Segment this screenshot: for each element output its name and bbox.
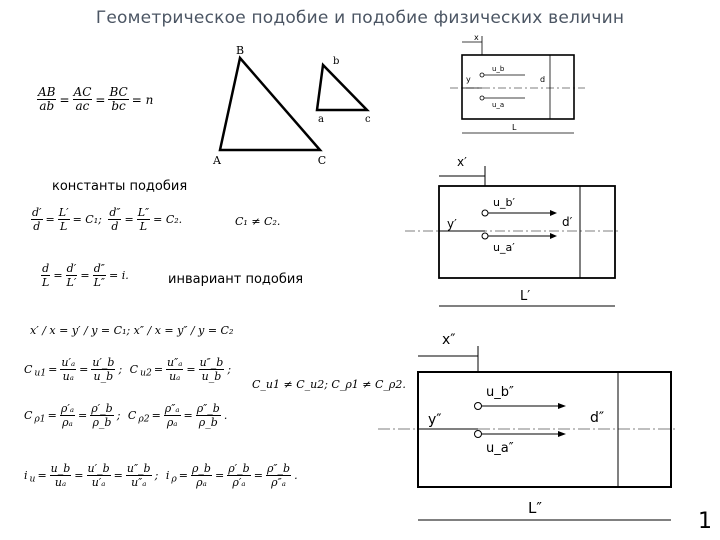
large-x-label: x″	[442, 332, 456, 348]
large-y-label: y″	[428, 412, 442, 428]
small-ub-label: u_b	[492, 65, 505, 73]
medium-ua-label: u_a′	[493, 241, 515, 254]
channel-diagram-medium	[405, 148, 620, 320]
c1-c2-formula: $\frac{d'}{d}$ = $\frac{L'}{L}$ = C₁; $\frac{d''}{d}$ = $\frac{L''}{L}$ = C₂.	[32, 206, 183, 233]
medium-x-label: x′	[457, 155, 467, 169]
small-y-label: y	[466, 75, 471, 84]
medium-L-label: L′	[520, 289, 531, 304]
cu-formula: C $_{u1}$ = $\frac{\text{u′ₐ}}{\text{uₐ}}$ = $\frac{u'\_b}{u\_b}$ ; C $_{u2}$ = $\frac{\text{u″ₐ}}{\text{uₐ}}$ = $\frac{u''\_b}{u\_b}$ ;	[24, 356, 232, 383]
big-triangle	[220, 58, 320, 150]
large-d-label: d″	[590, 410, 605, 426]
page-number: 1	[698, 509, 712, 534]
xy-ratio-formula: x′ / x = y′ / y = C₁; x″ / x = y″ / y = C₂	[30, 324, 234, 337]
channel-diagram-small	[450, 30, 585, 140]
ratio-formula: $\frac{AB}{ab}$ = $\frac{AC}{ac}$ = $\frac{BC}{bc}$ = n	[38, 85, 154, 113]
vertex-b: b	[333, 56, 340, 67]
vertex-C: C	[317, 154, 327, 167]
vertex-a: a	[318, 114, 324, 125]
invariant-formula: $\frac{d}{L}$ = $\frac{d'}{L'}$ = $\frac{d''}{L''}$ = i.	[42, 262, 129, 289]
c-neq-formula: C₁ ≠ C₂.	[235, 215, 281, 228]
large-ua-label: u_a″	[486, 441, 514, 456]
small-d-label: d	[540, 75, 546, 84]
medium-y-label: y′	[447, 217, 457, 231]
small-ua-label: u_a	[492, 101, 505, 109]
vertex-A: A	[213, 154, 221, 167]
medium-ub-label: u_b′	[493, 196, 515, 209]
slide-title: Геометрическое подобие и подобие физических величин	[95, 8, 625, 28]
medium-d-label: d′	[562, 215, 573, 229]
large-L-label: L″	[528, 499, 542, 517]
small-triangle	[317, 65, 367, 110]
similar-triangles-figure	[205, 40, 385, 175]
cu-neq-formula: C_u1 ≠ C_u2; C_ρ1 ≠ C_ρ2.	[252, 378, 406, 391]
small-x-label: x	[474, 33, 479, 42]
constants-label: константы подобия	[52, 179, 188, 194]
vertex-c: c	[365, 114, 371, 125]
invariant-label: инвариант подобия	[168, 272, 304, 287]
large-ub-label: u_b″	[486, 385, 514, 400]
crho-formula: C $_{\rho 1}$ = $\frac{\text{ρ′ₐ}}{\text{ρₐ}}$ = $\frac{\rho'\_b}{\rho\_b}$ ; C $_{\rho 2}$ = $\frac{\text{ρ″ₐ}}{\text{ρₐ}}$ = $\frac{\rho''\_b}{\rho\_b}$ .	[24, 402, 228, 429]
small-L-label: L	[512, 123, 517, 132]
channel-diagram-large	[378, 322, 678, 532]
i-formula: i $_u$ = $\frac{u\_b}{\text{uₐ}}$ = $\frac{u'\_b}{\text{u′ₐ}}$ = $\frac{u''\_b}{\text{u″ₐ}}$ ; i $_\rho$ = $\frac{\rho\_b}{\text{ρₐ}}$ = $\frac{\rho'\_b}{\text{ρ′ₐ}}$ = $\frac{\rho''\_b}{\text{ρ″ₐ}}$ .	[24, 462, 298, 489]
vertex-B: B	[235, 44, 245, 57]
